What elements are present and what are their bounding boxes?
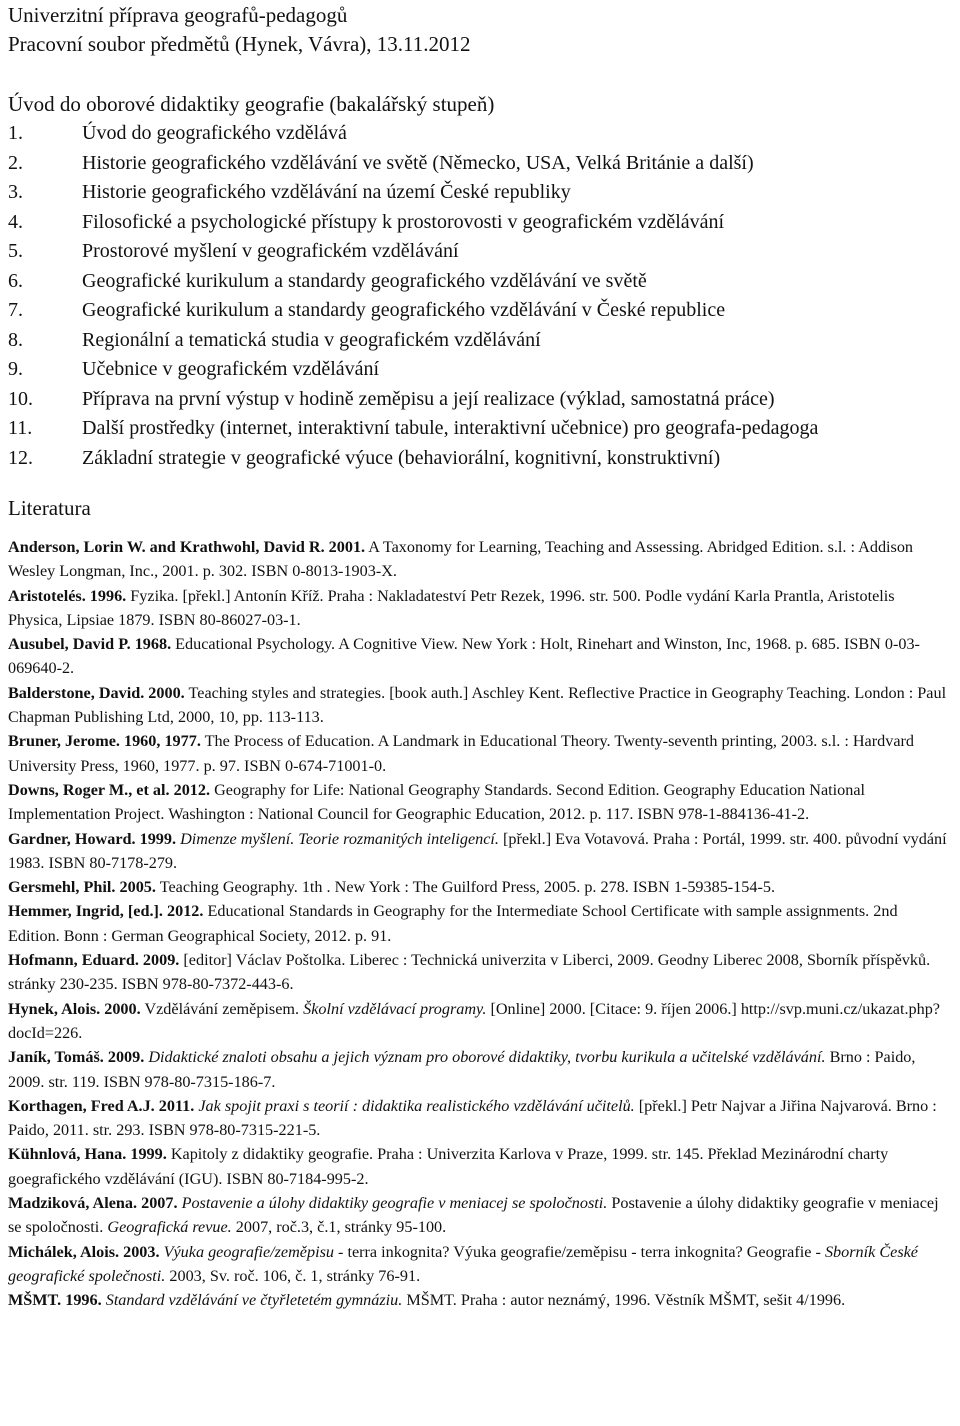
ref-author: Michálek, Alois. 2003. xyxy=(8,1242,160,1261)
ref-title: Teaching Geography. xyxy=(159,878,298,897)
ref-title: Educational Psychology. A Cognitive View. xyxy=(175,635,458,654)
topic-item xyxy=(8,208,952,238)
ref-rest: Postavenie a úlohy didaktiky geografie v meniacej se spoločnosti. xyxy=(8,1194,939,1237)
topic-item xyxy=(8,149,952,179)
topic-item xyxy=(8,326,952,356)
reference-entry xyxy=(8,1142,952,1191)
ref-rest: [book auth.] Aschley Kent. Reflective Practice in Geography Teaching. London : Paul Chapman Publishing Ltd, 2000, 10, pp. 113-113. xyxy=(8,683,947,727)
ref-author: Hynek, Alois. 2000. xyxy=(8,999,141,1018)
ref-rest: Liberec : Technická univerzita v Liberci, 2009. Geodny Liberec 2008, Sborník příspěvků. stránky 230-235. ISBN 978-80-7372-443-6. xyxy=(8,951,931,994)
topic-number: 3. xyxy=(8,181,23,203)
reference-entry xyxy=(8,875,952,899)
ref-rest: Praha : Univerzita Karlova v Praze, 1999. str. 145. Překlad Mezinárodní charty goegrafického vzdělávání (IGU). ISBN 80-7184-995-2. xyxy=(8,1145,889,1188)
ref-rest-2: 2003, Sv. roč. 106, č. 1, stránky 76-91. xyxy=(169,1266,421,1285)
ref-author: Hofmann, Eduard. 2009. xyxy=(8,951,180,970)
topic-item xyxy=(8,296,952,326)
ref-rest: [překl.] Antonín Kříž. Praha : Nakladateství Petr Rezek, 1996. str. 500. Podle vydání Karla Prantla, Aristotelis Physica, Lipsiae 1879. ISBN 80-86027-03-1. xyxy=(8,586,895,629)
topic-number: 4. xyxy=(8,210,23,233)
ref-author: Gardner, Howard. 1999. xyxy=(8,829,177,848)
ref-author: Balderstone, David. 2000. xyxy=(8,683,185,702)
topic-number: 1. xyxy=(8,122,23,144)
topic-text: Úvod do geografického vzdělává xyxy=(82,122,347,144)
reference-entry xyxy=(8,681,952,730)
topic-text: Filosofické a psychologické přístupy k prostorovosti v geografickém vzdělávání xyxy=(82,210,725,233)
ref-title: Fyzika. xyxy=(130,586,179,605)
topic-item xyxy=(8,178,952,208)
ref-rest: [překl.] Petr Najvar a Jiřina Najvarová. Brno : Paido, 2011. str. 293. ISBN 978-80-7315-221-5. xyxy=(8,1096,937,1140)
ref-rest: - terra inkognita? Výuka geografie/zeměpisu - terra inkognita? Geografie - xyxy=(338,1242,821,1261)
ref-author: Aristotelés. 1996. xyxy=(8,586,127,605)
ref-title: Standard vzdělávání ve čtyřletetém gymnáziu. xyxy=(105,1291,403,1310)
reference-entry xyxy=(8,729,952,778)
ref-title: Didaktické znaloti obsahu a jejich význam pro oborové didaktiky, tvorbu kurikula a učitelské vzdělávání. xyxy=(148,1048,826,1067)
reference-entry xyxy=(8,997,952,1046)
ref-author: Korthagen, Fred A.J. 2011. xyxy=(8,1096,195,1115)
ref-title: Geography for Life: National Geography Standards. xyxy=(214,780,553,799)
ref-rest: [Online] 2000. [Citace: 9. říjen 2006.] http://svp.muni.cz/ukazat.php?docId=226. xyxy=(8,999,940,1042)
topic-number: 6. xyxy=(8,269,23,292)
ref-rest: Abridged Edition. s.l. : Addison Wesley Longman, Inc., 2001. p. 302. ISBN 0-8013-1903-X. xyxy=(8,538,914,581)
topic-item xyxy=(8,355,952,385)
spacer xyxy=(8,59,952,90)
topic-list xyxy=(8,119,952,473)
topic-text: Geografické kurikulum a standardy geografického vzdělávání v České republice xyxy=(82,299,726,321)
ref-journal: Sborník České geografické společnosti. xyxy=(8,1242,918,1285)
ref-title: Postavenie a úlohy didaktiky geografie v meniacej se spoločnosti. xyxy=(181,1194,608,1213)
ref-rest: Brno : Paido, 2009. str. 119. ISBN 978-80-7315-186-7. xyxy=(8,1048,916,1091)
reference-entry xyxy=(8,1094,952,1143)
topic-text: Prostorové myšlení v geografickém vzdělávání xyxy=(82,240,459,262)
ref-author: Bruner, Jerome. 1960, 1977. xyxy=(8,732,201,751)
topic-text: Regionální a tematická studia v geografickém vzdělávání xyxy=(82,328,541,351)
ref-author: Kühnlová, Hana. 1999. xyxy=(8,1145,167,1164)
reference-entry xyxy=(8,632,952,681)
topic-number: 10. xyxy=(8,387,33,410)
ref-author: Hemmer, Ingrid, [ed.]. 2012. xyxy=(8,902,204,921)
reference-entry xyxy=(8,827,952,876)
course-title: Úvod do oborové didaktiky geografie (bakalářský stupeň) xyxy=(8,92,495,116)
ref-title: The Process of Education. A Landmark in Educational Theory. xyxy=(204,732,611,751)
ref-title: Vzdělávání zeměpisem. xyxy=(144,999,300,1018)
topic-item xyxy=(8,385,952,415)
ref-title: Kapitoly z didaktiky geografie. xyxy=(170,1145,374,1164)
topic-item xyxy=(8,237,952,267)
topic-number: 8. xyxy=(8,328,23,351)
topic-number: 7. xyxy=(8,299,23,321)
literature-heading: Literatura xyxy=(8,496,91,520)
topic-text: Geografické kurikulum a standardy geografického vzdělávání ve světě xyxy=(82,269,647,292)
topic-number: 11. xyxy=(8,417,33,439)
reference-entry xyxy=(8,778,952,827)
ref-rest: Twenty-seventh printing, 2003. s.l. : Hardvard University Press, 1960, 1977. p. 97. ISBN 0-674-71001-0. xyxy=(8,732,914,775)
ref-rest: [překl.] Eva Votavová. Praha : Portál, 1999. str. 400. původní vydání 1983. ISBN 80-7178-279. xyxy=(8,829,947,872)
ref-title: Jak spojit praxi s teorií : didaktika realistického vzdělávání učitelů. xyxy=(198,1096,635,1115)
ref-title: Výuka geografie/zeměpisu xyxy=(163,1242,334,1261)
ref-author: Anderson, Lorin W. and Krathwohl, David R. 2001. xyxy=(8,538,366,556)
ref-author: Downs, Roger M., et al. 2012. xyxy=(8,780,211,799)
ref-journal: Geografická revue. xyxy=(107,1218,232,1237)
reference-list xyxy=(8,535,952,1313)
reference-entry xyxy=(8,1240,952,1289)
ref-rest-2: 2007, roč.3, č.1, stránky 95-100. xyxy=(235,1218,447,1237)
ref-author: Gersmehl, Phil. 2005. xyxy=(8,878,156,897)
topic-text: Učebnice v geografickém vzdělávání xyxy=(82,358,380,380)
topic-item xyxy=(8,444,952,474)
ref-rest: 1th . New York : The Guilford Press, 2005. p. 278. ISBN 1-59385-154-5. xyxy=(301,878,775,897)
topic-text: Historie geografického vzdělávání na území České republiky xyxy=(82,181,571,203)
topic-item xyxy=(8,267,952,297)
ref-title: Educational Standards in Geography for the Intermediate School Certificate with sample assignments. xyxy=(207,902,870,921)
reference-entry xyxy=(8,1288,952,1312)
ref-rest: Second Edition. Geography Education National Implementation Project. Washington : National Council for Geographic Education, 2012. p. 117. ISBN 978-1-884136-41-2. xyxy=(8,780,866,824)
reference-entry xyxy=(8,948,952,997)
ref-title: Dimenze myšlení. Teorie rozmanitých inteligencí. xyxy=(180,829,499,848)
header-line-2: Pracovní soubor předmětů (Hynek, Vávra), 13.11.2012 xyxy=(8,32,471,56)
reference-entry xyxy=(8,535,952,584)
reference-entry xyxy=(8,1045,952,1094)
topic-number: 5. xyxy=(8,240,23,262)
ref-author: MŠMT. 1996. xyxy=(8,1291,102,1310)
ref-rest: New York : Holt, Rinehart and Winston, Inc, 1968. p. 685. ISBN 0-03-069640-2. xyxy=(8,635,920,678)
topic-text: Příprava na první výstup v hodině zeměpisu a její realizace (výklad, samostatná práce) xyxy=(82,387,775,410)
ref-rest: MŠMT. Praha : autor neznámý, 1996. Věstník MŠMT, sešit 4/1996. xyxy=(406,1291,846,1310)
ref-rest: 2nd Edition. Bonn : German Geographical Society, 2012. p. 91. xyxy=(8,902,898,945)
topic-text: Základní strategie v geografické výuce (behaviorální, kognitivní, konstruktivní) xyxy=(82,446,721,469)
topic-item xyxy=(8,119,952,149)
topic-number: 2. xyxy=(8,151,23,174)
reference-entry xyxy=(8,899,952,948)
ref-title: Teaching styles and strategies. xyxy=(188,683,386,702)
topic-number: 9. xyxy=(8,358,23,380)
ref-title: [editor] Václav Poštolka. xyxy=(183,951,346,970)
ref-title-italic: Školní vzdělávací programy. xyxy=(303,999,487,1018)
topic-item xyxy=(8,414,952,444)
ref-author: Ausubel, David P. 1968. xyxy=(8,635,172,654)
header-line-1: Univerzitní příprava geografů-pedagogů xyxy=(8,3,348,27)
reference-entry xyxy=(8,584,952,633)
reference-entry xyxy=(8,1191,952,1240)
topic-text: Historie geografického vzdělávání ve světě (Německo, USA, Velká Británie a další) xyxy=(82,151,754,174)
topic-text: Další prostředky (internet, interaktivní tabule, interaktivní učebnice) pro geografa-pedagoga xyxy=(82,417,819,439)
ref-title: A Taxonomy for Learning, Teaching and Assessing. xyxy=(368,538,704,556)
topic-number: 12. xyxy=(8,446,33,469)
ref-author: Janík, Tomáš. 2009. xyxy=(8,1048,145,1067)
ref-author: Madziková, Alena. 2007. xyxy=(8,1194,178,1213)
